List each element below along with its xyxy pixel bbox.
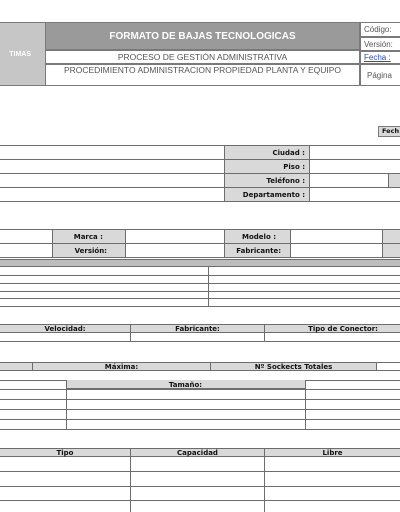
tipo-conector-label: Tipo de Conector: [308, 324, 378, 333]
memory-extra-cell [376, 362, 400, 371]
codigo-label: Código: [360, 22, 400, 37]
ciudad-label: Ciudad : [225, 146, 309, 159]
telefono-ext-cell [388, 174, 400, 187]
tipo-label: Tipo [56, 448, 74, 457]
capacidad-label: Capacidad [177, 448, 218, 457]
logo-box [0, 22, 46, 86]
version-equip-label: Versión: [53, 244, 125, 257]
sockets-label: Nº Sockects Totales [254, 362, 333, 371]
libre-label: Libre [322, 448, 343, 457]
telefono-label: Teléfono : [225, 174, 309, 187]
marca-label: Marca : [53, 230, 125, 243]
velocidad-label: Velocidad: [44, 324, 86, 333]
procedure-title: PROCEDIMIENTO ADMINISTRACION PROPIEDAD PLANTA Y EQUIPO [45, 64, 360, 86]
modelo-label: Modelo : [225, 230, 290, 243]
form-title: FORMATO DE BAJAS TECNOLOGICAS [45, 22, 360, 50]
departamento-label: Departamento : [225, 188, 309, 201]
pagina-label: Página [360, 64, 400, 86]
equip-extra-cell-2 [383, 244, 400, 257]
fabricante-port-label: Fabricante: [175, 324, 220, 333]
piso-label: Piso : [225, 160, 309, 173]
process-title: PROCESO DE GESTIÓN ADMINISTRATIVA [45, 50, 360, 64]
section-header-bar [0, 259, 400, 267]
fabricante-equip-label: Fabricante: [225, 244, 290, 257]
tamano-label: Tamaño: [168, 380, 203, 389]
logo-text: TIMAS [9, 50, 31, 58]
equip-extra-cell-1 [383, 230, 400, 243]
maxima-label: Máxima: [104, 362, 139, 371]
version-label: Versión: [360, 37, 400, 51]
fecha-label: Fech [378, 126, 400, 137]
fecha-header-label: Fecha : [360, 51, 400, 64]
